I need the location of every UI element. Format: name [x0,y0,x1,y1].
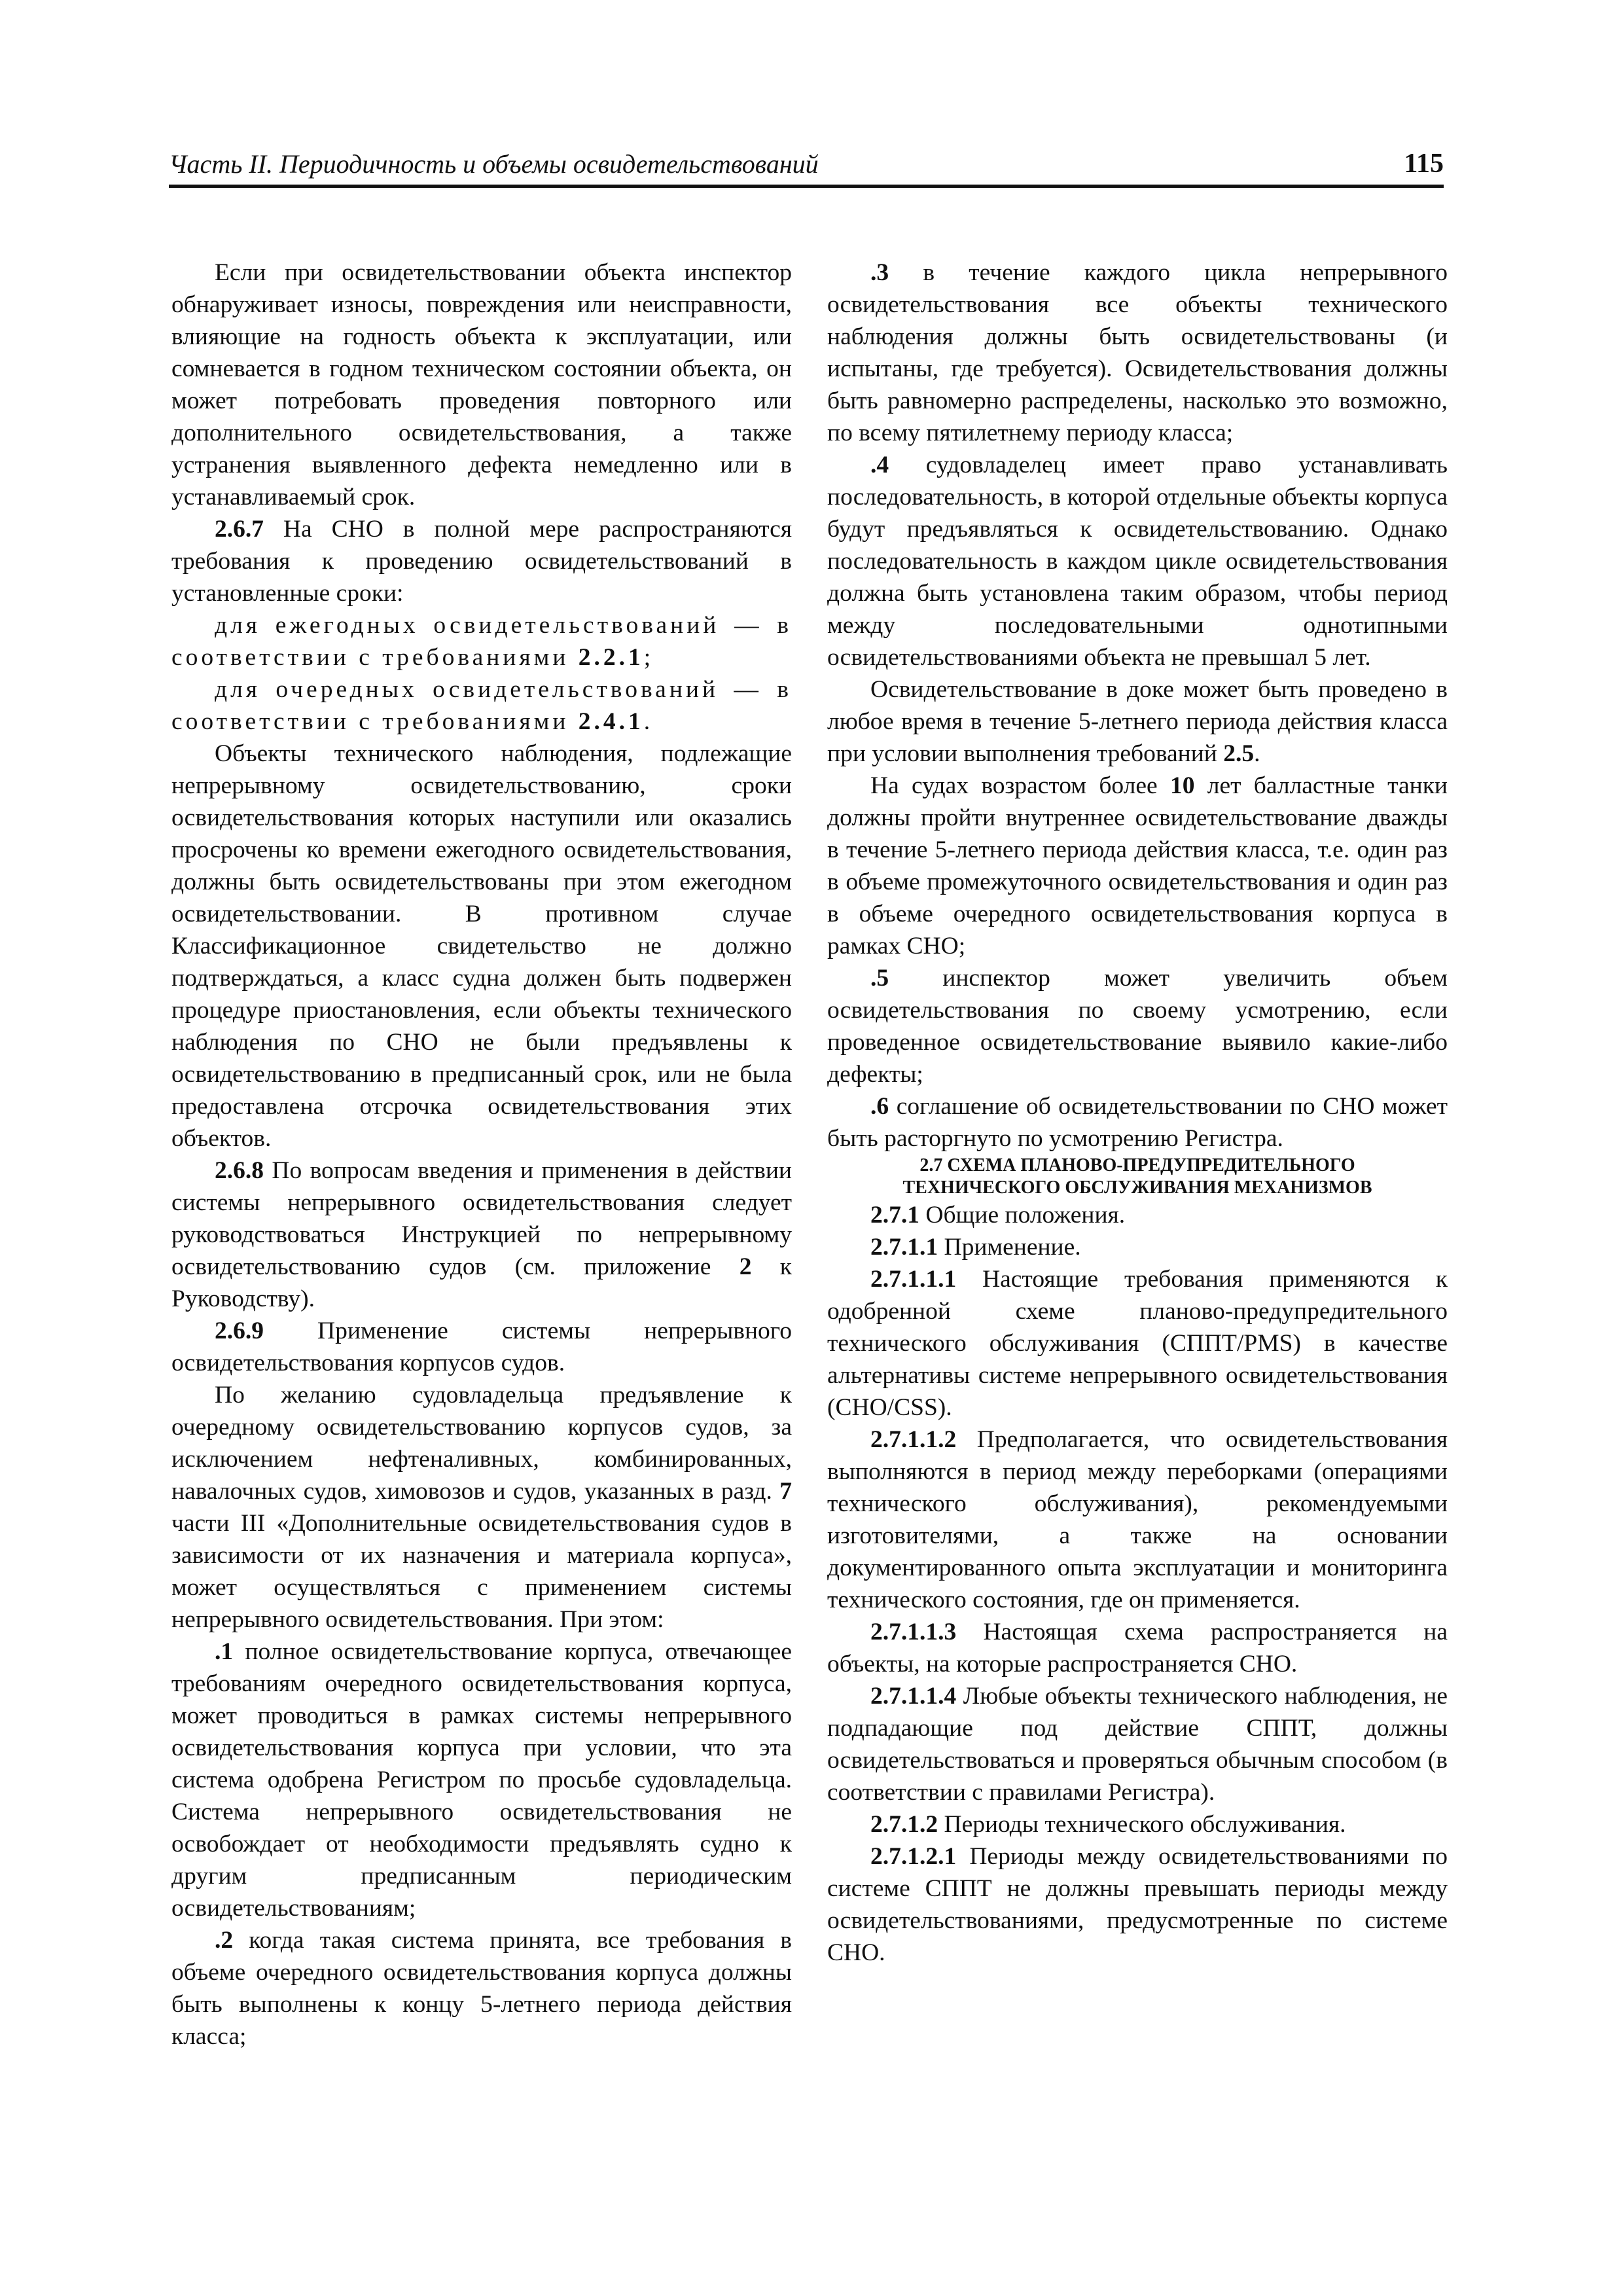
list-item: .5 инспектор может увеличить объем освидетельствования по своему усмотрению, если проведенное освидетельствование выявило какие-либо дефекты; [827,965,1448,1088]
paragraph-2-6-7: 2.6.7 На СНО в полной мере распространяются требования к проведению освидетельствований в установленные сроки: [171,516,792,607]
clause-number: 2.6.8 [215,1157,264,1184]
clause-number: 2.7.1.1.1 [870,1266,957,1293]
list-number: .2 [215,1927,234,1954]
list-number: .4 [870,452,889,478]
clause-number: 2.6.7 [215,516,264,543]
page-number: 115 [1404,149,1444,179]
paragraph: Если при освидетельствовании объекта инспектор обнаруживает износы, повреждения или неисправности, влияющие на годность объекта к эксплуатации, или сомневается в годном техническом состоянии объекта, он может потребовать проведения повторного или дополнительного освидетельствования, а также устранения выявленного дефекта немедленно или в устанавливаемый срок. [171,259,792,511]
paragraph: Объекты технического наблюдения, подлежащие непрерывному освидетельствованию, сроки освидетельствования которых наступили или оказались просрочены ко времени ежегодного освидетельствования, должны быть освидетельствованы при этом ежегодном освидетельствовании. В противном случае Классификационное свидетельство не должно подтверждаться, а класс судна должен быть подвержен процедуре приостановления, если объекты технического наблюдения по СНО не были предъявлены к освидетельствованию в предписанный срок, или не была предоставлена отсрочка освидетельствования этих объектов. [171,740,792,1152]
clause-number: 2.7.1.1.2 [870,1426,957,1453]
right-column [827,257,1448,1969]
section-heading: 2.7 СХЕМА ПЛАНОВО-ПРЕДУПРЕДИТЕЛЬНОГО ТЕХНИЧЕСКОГО ОБСЛУЖИВАНИЯ МЕХАНИЗМОВ [902,1155,1372,1198]
paragraph-2-7-1-1-2: 2.7.1.1.2 Предполагается, что освидетельствования выполняются в период между переборками (операциями технического обслуживания), рекомендуемыми изготовителями, а также на основании документированного опыта эксплуатации и мониторинга технического состояния, где он применяется. [827,1426,1448,1613]
paragraph: По желанию судовладельца предъявление к очередному освидетельствованию корпусов судов, за исключением нефтеналивных, комбинированных, навалочных судов, химовозов и судов, указанных в разд. 7 части III «Дополнительные освидетельствования судов в зависимости от их назначения и материала корпуса», может осуществляться с применением системы непрерывного освидетельствования. При этом: [171,1382,792,1633]
clause-number: 2.7.1.2.1 [870,1843,957,1870]
list-item: .6 соглашение об освидетельствовании по СНО может быть расторгнуто по усмотрению Регистра. [827,1093,1448,1152]
paragraph-2-7-1-1-4: 2.7.1.1.4 Любые объекты технического наблюдения, не подпадающие под действие СППТ, должны освидетельствоваться и проверяться обычным способом (в соответствии с правилами Регистра). [827,1683,1448,1806]
left-column [171,257,792,2053]
paragraph-2-7-1-1-1: 2.7.1.1.1 Настоящие требования применяются к одобренной схеме планово-предупредительного технического обслуживания (СППТ/PMS) в качестве альтернативы системе непрерывного освидетельствования (СНО/CSS). [827,1266,1448,1421]
paragraph-2-7-1-1: 2.7.1.1 Применение. [870,1234,1081,1261]
list-number: .1 [215,1638,234,1665]
cross-reference: 2 [739,1253,752,1280]
clause-number: 2.7.1.1.4 [870,1683,957,1710]
paragraph-2-7-1-1-3: 2.7.1.1.3 Настоящая схема распространяется на объекты, на которые распространяется СНО. [827,1619,1448,1677]
running-header-title: Часть II. Периодичность и объемы освидетельствований [169,149,819,179]
cross-reference: 2.4.1 [578,708,644,735]
paragraph: для очередных освидетельствований — в соответствии с требованиями 2.4.1. [171,676,792,735]
list-item: .4 судовладелец имеет право устанавливать последовательность, в которой отдельные объекты корпуса будут предъявляться к освидетельствованию. Однако последовательность в каждом цикле освидетельствования должна быть установлена таким образом, чтобы период между последовательными однотипными освидетельствованиями объекта не превышал 5 лет. [827,452,1448,671]
running-header [169,143,1444,188]
list-number: .6 [870,1093,889,1120]
emphasis-number: 10 [1169,772,1195,799]
cross-reference: 2.5 [1223,740,1255,767]
clause-number: 2.7.1 [870,1202,919,1229]
paragraph-2-7-1: 2.7.1 Общие положения. [870,1202,1126,1229]
list-item: .3 в течение каждого цикла непрерывного освидетельствования все объекты технического наблюдения должны быть освидетельствованы (и испытаны, где требуется). Освидетельствования должны быть равномерно распределены, насколько это возможно, по всему пятилетнему периоду класса; [827,259,1448,446]
clause-number: 2.7.1.1 [870,1234,938,1261]
paragraph-2-7-1-2-1: 2.7.1.2.1 Периоды между освидетельствованиями по системе СППТ не должны превышать периоды между освидетельствованиями, предусмотренные по системе СНО. [827,1843,1448,1966]
paragraph-2-6-8: 2.6.8 По вопросам введения и применения в действии системы непрерывного освидетельствования следует руководствоваться Инструкцией по непрерывному освидетельствованию судов (см. приложение 2 к Руководству). [171,1157,792,1312]
paragraph: Освидетельствование в доке может быть проведено в любое время в течение 5-летнего периода действия класса при условии выполнения требований 2.5. [827,676,1448,767]
list-item: .1 полное освидетельствование корпуса, отвечающее требованиям очередного освидетельствования корпуса, может проводиться в рамках системы непрерывного освидетельствования корпуса при условии, что эта система одобрена Регистром по просьбе судовладельца. Система непрерывного освидетельствования не освобождает от необходимости предъявлять судно к другим предписанным периодическим освидетельствованиям; [171,1638,793,1922]
paragraph-2-6-9: 2.6.9 Применение системы непрерывного освидетельствования корпусов судов. [171,1318,792,1376]
list-number: .3 [870,259,889,286]
cross-reference: 2.2.1 [578,644,644,671]
paragraph-2-7-1-2: 2.7.1.2 Периоды технического обслуживания. [870,1811,1346,1838]
cross-reference: 7 [779,1478,792,1505]
clause-number: 2.7.1.2 [870,1811,938,1838]
paragraph: На судах возрастом более 10 лет балластные танки должны пройти внутреннее освидетельствование дважды в течение 5-летнего периода действия класса, т.е. один раз в объеме промежуточного освидетельствования и один раз в объеме очередного освидетельствования корпуса в рамках СНО; [827,772,1448,960]
clause-number: 2.6.9 [215,1318,264,1344]
paragraph: для ежегодных освидетельствований — в соответствии с требованиями 2.2.1; [171,612,792,671]
clause-number: 2.7.1.1.3 [870,1619,957,1645]
list-number: .5 [870,965,889,992]
list-item: .2 когда такая система принята, все требования в объеме очередного освидетельствования корпуса должны быть выполнены к концу 5-летнего периода действия класса; [171,1927,792,2050]
